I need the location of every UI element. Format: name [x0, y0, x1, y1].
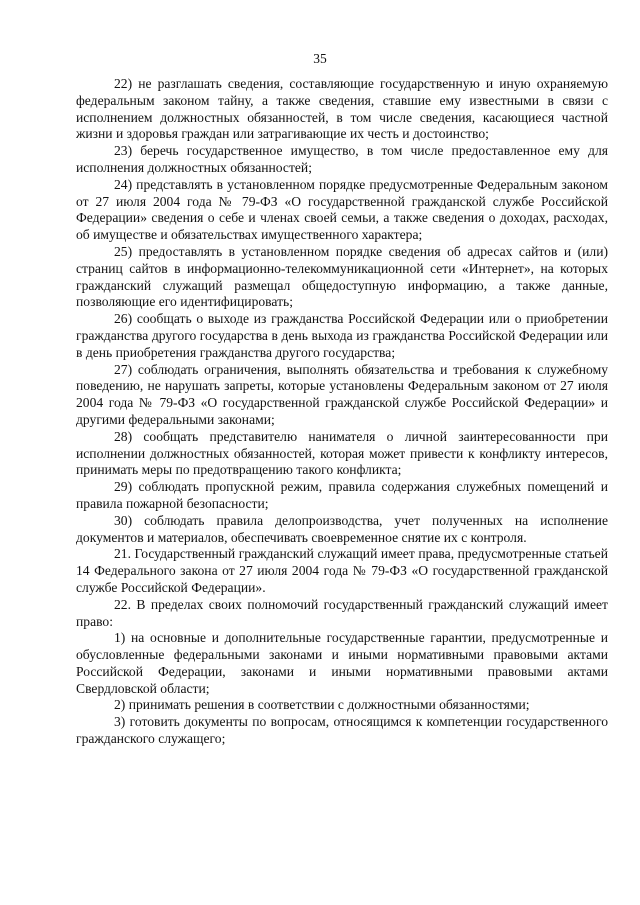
right-item-2: 2) принимать решения в соответствии с должностными обязанностями;: [114, 697, 530, 713]
paragraph-item-29: 29) соблюдать пропускной режим, правила содержания служебных помещений и правила пожарной безопасности;: [76, 479, 608, 511]
paragraph-item-27: 27) соблюдать ограничения, выполнять обязательства и требования к служебному поведению, не нарушать запреты, которые установлены Федеральным законом от 27 июля 2004 года № 79-ФЗ «О государственной гражданской службе Российской Федерации» и другими федеральными законами;: [76, 361, 608, 427]
page-number: 35: [313, 51, 327, 66]
document-body: [76, 76, 608, 748]
paragraph-item-22: 22) не разглашать сведения, составляющие государственную и иную охраняемую федеральным законом тайну, а также сведения, ставшие ему известными в связи с исполнением должностных обязанностей, в том числе сведения, касающиеся частной жизни и здоровья граждан или затрагивающие их честь и достоинство;: [76, 76, 608, 142]
paragraph-item-26: 26) сообщать о выходе из гражданства Российской Федерации или о приобретении гражданства другого государства в день выхода из гражданства Российской Федерации или в день приобретения гражданства другого государства;: [76, 311, 608, 360]
paragraph-item-30: 30) соблюдать правила делопроизводства, учет полученных на исполнение документов и материалов, обеспечивать своевременное снятие их с контроля.: [76, 512, 608, 545]
right-item-1: 1) на основные и дополнительные государственные гарантии, предусмотренные и обусловленные федеральными законами и иными нормативными правовыми актами Российской Федерации, законами и иными нормативными правовыми актами Свердловской области;: [76, 630, 608, 696]
paragraph-item-23: 23) беречь государственное имущество, в том числе предоставленное ему для исполнения должностных обязанностей;: [76, 143, 608, 175]
section-22-intro: 22. В пределах своих полномочий государственный гражданский служащий имеет право:: [76, 596, 608, 629]
right-item-3: 3) готовить документы по вопросам, относящимся к компетенции государственного гражданского служащего;: [76, 714, 608, 747]
paragraph-item-24: 24) представлять в установленном порядке предусмотренные Федеральным законом от 27 июля 2004 года № 79-ФЗ «О государственной гражданской службе Российской Федерации» сведения о себе и членах своей семьи, а также сведения о доходах, расходах, об имуществе и обязательствах имущественного характера;: [76, 176, 608, 243]
section-21-rights: 21. Государственный гражданский служащий имеет права, предусмотренные статьей 14 Федерального закона от 27 июля 2004 года № 79-ФЗ «О государственной гражданской службе Российской Федерации».: [76, 546, 608, 595]
paragraph-item-25: 25) предоставлять в установленном порядке сведения об адресах сайтов и (или) страниц сайтов в информационно-телекоммуникационной сети «Интернет», на которых гражданский служащий размещал общедоступную информацию, а также данные, позволяющие его идентифицировать;: [76, 243, 608, 310]
paragraph-item-28: 28) сообщать представителю нанимателя о личной заинтересованности при исполнении должностных обязанностей, которая может привести к конфликту интересов, принимать меры по предотвращению такого конфликта;: [76, 428, 608, 478]
